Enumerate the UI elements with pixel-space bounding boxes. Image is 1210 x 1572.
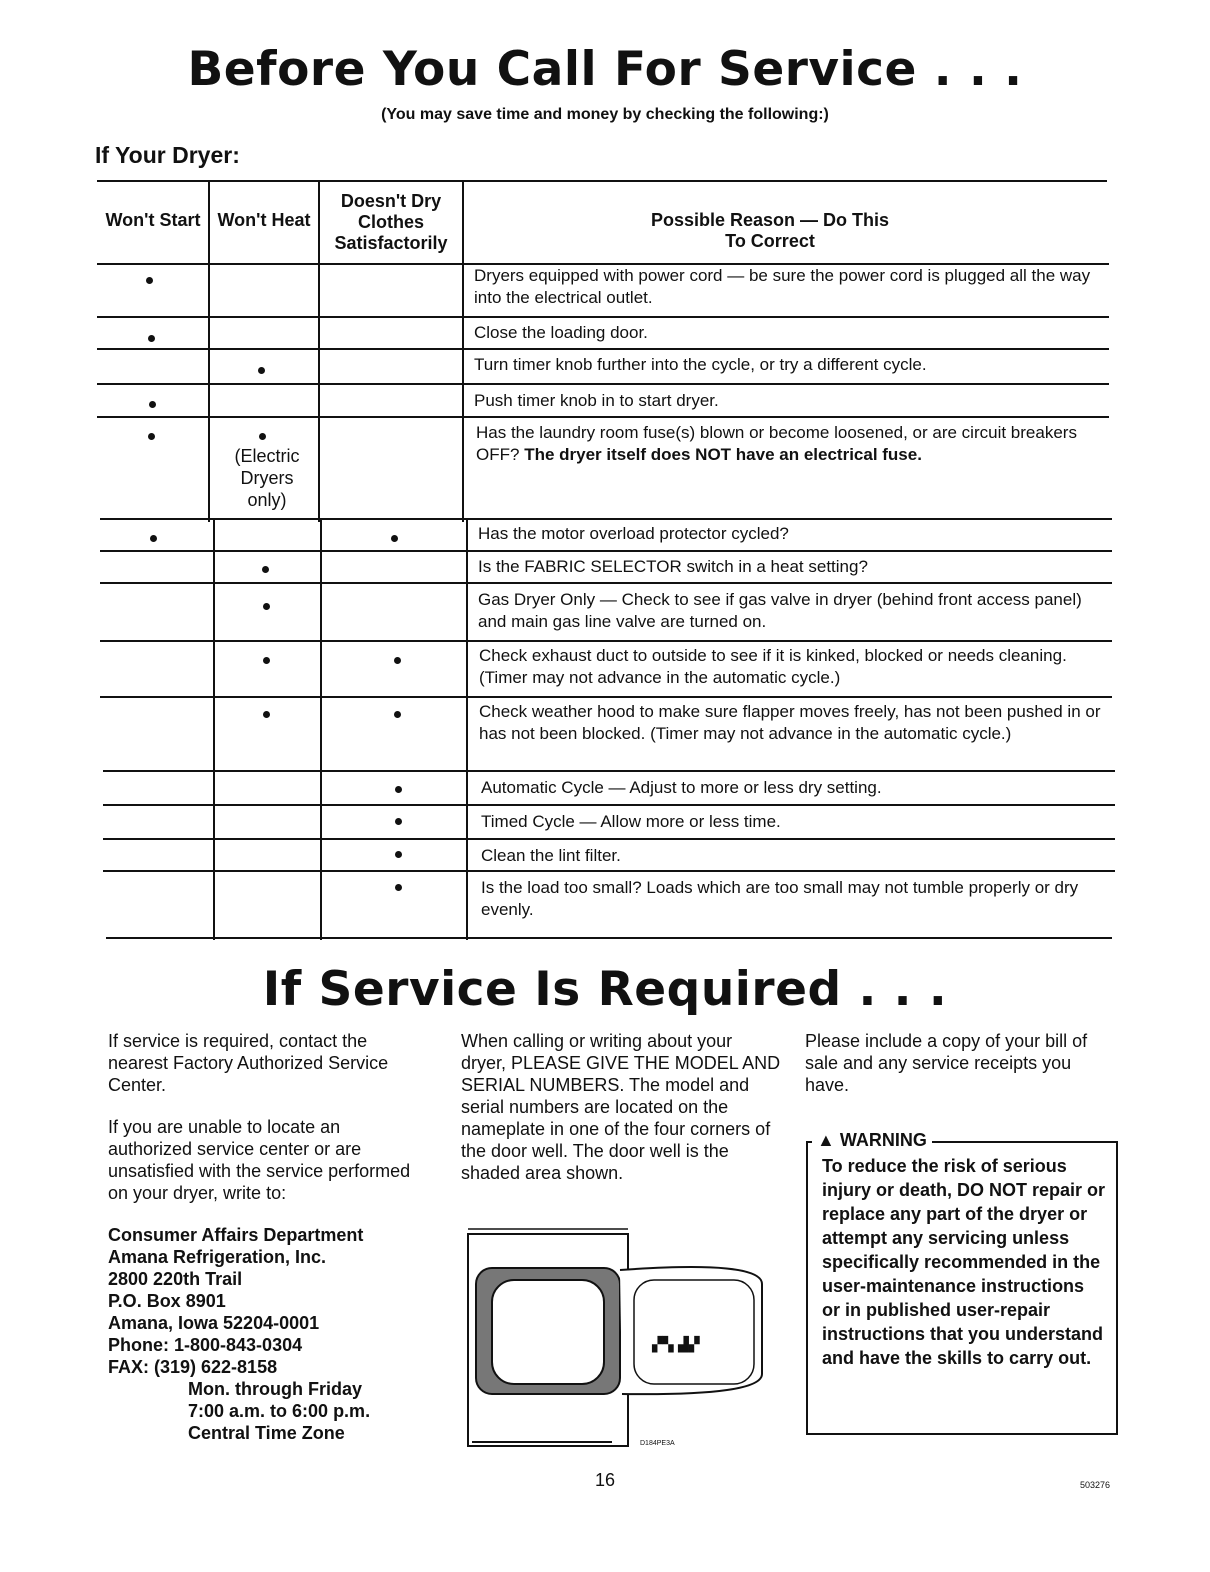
figure-code: D184PE3A <box>640 1440 675 1447</box>
header-possible-reason: Possible Reason — Do This To Correct <box>650 210 890 251</box>
reason-text: Is the load too small? Loads which are too small may not tumble properly or dry evenly. <box>481 878 1079 919</box>
row-rule <box>97 416 1109 418</box>
header-wont-start: Won't Start <box>105 210 201 230</box>
reason-text: Check exhaust duct to outside to see if it is kinked, blocked or needs cleaning. (Timer may not advance in the automatic cycle.) <box>479 646 1067 687</box>
table-bottom-rule <box>106 937 1112 939</box>
svg-text:▞▚ ▟▞: ▞▚ ▟▞ <box>652 1337 700 1353</box>
bullet-wont-heat <box>263 657 270 664</box>
address-line: Mon. through Friday <box>188 1379 362 1399</box>
document-number: 503276 <box>1080 1480 1111 1490</box>
address-line: FAX: (319) 622-8158 <box>108 1357 278 1377</box>
row-rule <box>100 696 1112 698</box>
col3-paragraph-1: Please include a copy of your bill of sale and any service receipts you have. <box>805 1031 1088 1095</box>
header-doesnt-dry: Doesn't Dry Clothes Satisfactorily <box>334 191 448 253</box>
reason-text: Gas Dryer Only — Check to see if gas valve in dryer (behind front access panel) and main gas line valve are turned on. <box>478 590 1082 631</box>
warning-icon: ▲ <box>817 1130 835 1150</box>
col-divider-1 <box>208 182 210 522</box>
reason-text: Close the loading door. <box>474 323 648 342</box>
table-top-rule <box>97 180 1107 182</box>
bullet-wont-start <box>148 433 155 440</box>
col2-paragraph-1: When calling or writing about your dryer, PLEASE GIVE THE MODEL AND SERIAL NUMBERS. The model and serial numbers are located on the nameplate in one of the four corners of the door well. The door well is the shaded area shown. <box>461 1031 781 1183</box>
row-rule <box>97 383 1109 385</box>
bullet-wont-heat <box>263 711 270 718</box>
col1-paragraph-2: If you are unable to locate an authorized service center or are unsatisfied with the service performed on your dryer, write to: <box>108 1117 411 1203</box>
row-rule <box>100 640 1112 642</box>
reason-text: Turn timer knob further into the cycle, or try a different cycle. <box>474 355 927 374</box>
column-2 <box>461 1030 781 1204</box>
reason-text-part: Has the laundry room fuse(s) blown or become loosened, or are circuit breakers OFF? <box>476 423 1077 464</box>
bullet-wont-heat <box>263 603 270 610</box>
row-rule <box>103 770 1115 772</box>
address-line: Phone: 1-800-843-0304 <box>108 1335 303 1355</box>
address-line: P.O. Box 8901 <box>108 1291 226 1311</box>
page-subtitle: (You may save time and money by checking the following:) <box>381 106 829 123</box>
address-line: Central Time Zone <box>188 1423 345 1443</box>
service-title: If Service Is Required . . . <box>262 962 948 1017</box>
reason-text: Is the FABRIC SELECTOR switch in a heat setting? <box>478 557 868 576</box>
row-rule <box>103 870 1115 872</box>
page-number: 16 <box>595 1470 616 1490</box>
reason-text: Push timer knob in to start dryer. <box>474 391 719 410</box>
row-rule <box>97 316 1109 318</box>
reason-text: Check weather hood to make sure flapper moves freely, has not been pushed in or has not been blocked. (Timer may not advance in the automatic cycle.) <box>479 702 1101 743</box>
reason-text <box>476 422 1096 466</box>
electric-dryers-note: (Electric Dryers only) <box>234 446 300 510</box>
reason-text: Timed Cycle — Allow more or less time. <box>481 812 781 831</box>
column-3 <box>805 1030 1105 1116</box>
col1-paragraph-1: If service is required, contact the nearest Factory Authorized Service Center. <box>108 1031 389 1095</box>
dryer-door-illustration <box>462 1224 772 1454</box>
warning-text: To reduce the risk of serious injury or death, DO NOT repair or replace any part of the dryer or attempt any servicing unless specifically recommended in the user-maintenance instructions or in published user-repair instructions that you understand and have the skills to carry out. <box>822 1156 1106 1368</box>
bullet-doesnt-dry <box>391 535 398 542</box>
bullet-wont-start <box>146 277 153 284</box>
section-label: If Your Dryer: <box>95 142 240 168</box>
reason-text-bold: The dryer itself does NOT have an electrical fuse. <box>524 445 922 464</box>
bullet-wont-heat <box>258 367 265 374</box>
reason-text: Clean the lint filter. <box>481 846 621 865</box>
bullet-wont-start <box>149 401 156 408</box>
bullet-doesnt-dry <box>395 851 402 858</box>
reason-text: Automatic Cycle — Adjust to more or less dry setting. <box>481 778 882 797</box>
column-1 <box>108 1030 418 1444</box>
bullet-doesnt-dry <box>394 657 401 664</box>
header-wont-heat: Won't Heat <box>217 210 311 230</box>
row-rule <box>97 348 1109 350</box>
col-divider-2 <box>318 182 320 522</box>
bullet-wont-heat <box>262 566 269 573</box>
warning-label-text: WARNING <box>839 1130 927 1150</box>
reason-text: Dryers equipped with power cord — be sure the power cord is plugged all the way into the electrical outlet. <box>474 266 1091 307</box>
bullet-doesnt-dry <box>395 786 402 793</box>
bullet-doesnt-dry <box>395 818 402 825</box>
address-line: Amana, Iowa 52204-0001 <box>108 1313 320 1333</box>
row-rule <box>100 550 1112 552</box>
reason-text: Has the motor overload protector cycled? <box>478 524 789 543</box>
row-rule <box>100 518 1112 520</box>
bullet-wont-start <box>150 535 157 542</box>
bullet-doesnt-dry <box>394 711 401 718</box>
address-line: Amana Refrigeration, Inc. <box>108 1247 327 1267</box>
address-line: 7:00 a.m. to 6:00 p.m. <box>188 1401 371 1421</box>
row-rule <box>103 838 1115 840</box>
bullet-doesnt-dry <box>395 884 402 891</box>
page-title: Before You Call For Service . . . <box>187 42 1023 97</box>
row-rule <box>100 582 1112 584</box>
address-line: Consumer Affairs Department <box>108 1225 364 1245</box>
mailing-address <box>108 1224 418 1444</box>
col-divider-3 <box>462 182 464 522</box>
address-line: 2800 220th Trail <box>108 1269 243 1289</box>
warning-label <box>812 1130 932 1151</box>
bullet-wont-start <box>148 335 155 342</box>
row-rule <box>103 804 1115 806</box>
bullet-wont-heat <box>259 433 266 440</box>
